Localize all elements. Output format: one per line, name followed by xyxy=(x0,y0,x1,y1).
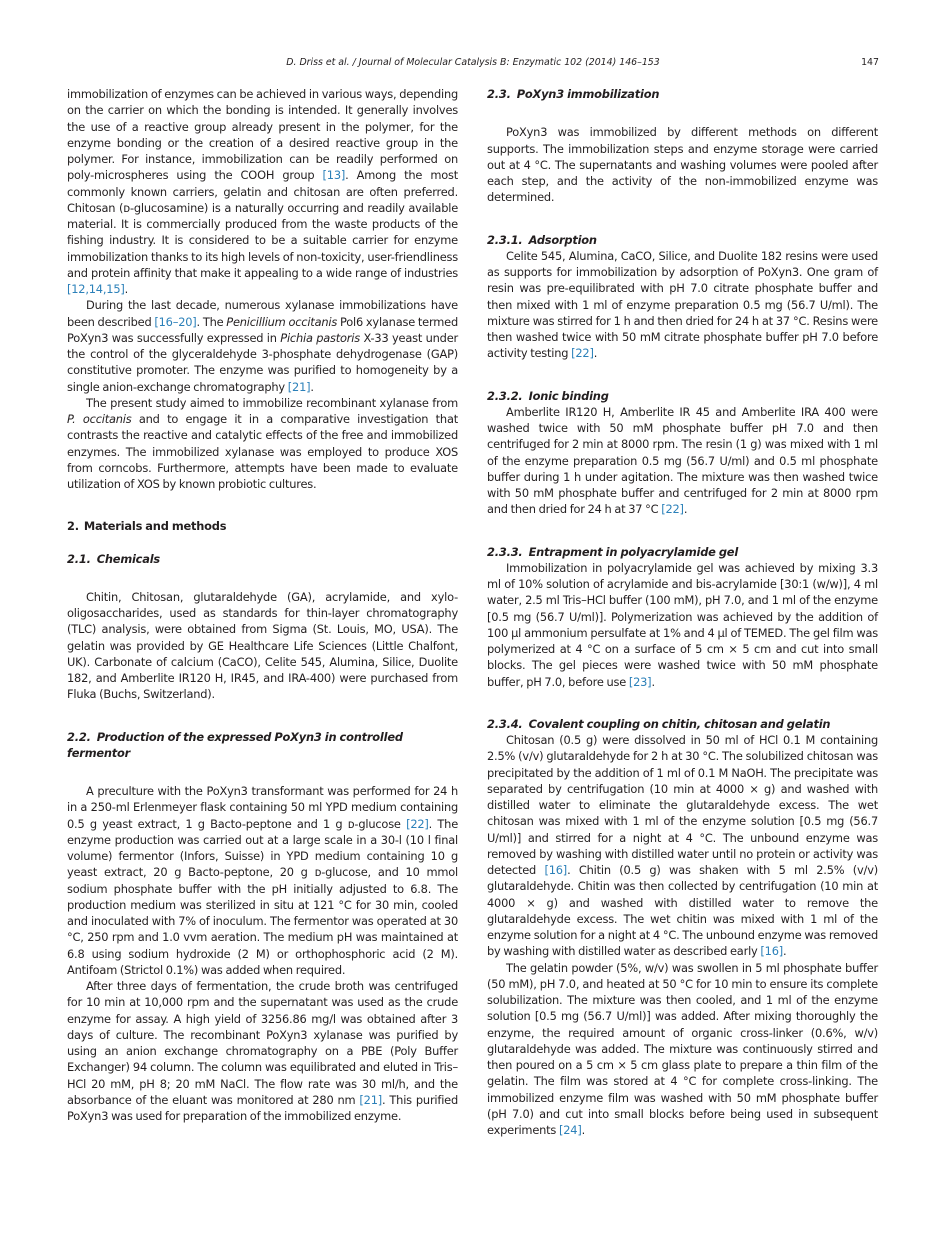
citation-link[interactable]: [22] xyxy=(571,346,594,361)
paragraph-ionic-binding: Amberlite IR120 H, Amberlite IR 45 and Amberlite IRA 400 were washed twice with 50 mM phosphate buffer pH 7.0 and then centrifuged for 2 min at 8000 rpm. The resin (1 g) was mixed with 1 ml of the enzyme preparation 0.5 mg (56.7 U/ml) and 0.5 ml phosphate buffer during 1 h under agitation. The mixture was then washed twice with 50 mM phosphate buffer and centrifuged for 2 min at 8000 rpm and then dried for 24 h at 37 °C [22]. xyxy=(487,404,878,517)
citation-link[interactable]: [21] xyxy=(287,379,311,394)
paragraph-immobilization-intro: immobilization of enzymes can be achieved in various ways, depending on the carrier on which the bonding is intended. It generally involves the use of a reactive group already present in the polymer, for the enzyme bonding or the creation of a desired reactive group in the polymer. For instance, immobilization can be readily performed on poly-microspheres using the COOH group [13]. Among the most commonly known carriers, gelatin and chitosan are often preferred. Chitosan (ᴅ-glucosamine) is a naturally occurring and readily available material. It is commercially produced from the waste products of the fishing industry. It is considered to be a suitable carrier for enzyme immobilization thanks to its high levels of non-toxicity, user-friendliness and protein affinity that make it appealing to a wide range of industries [12,14,15]. xyxy=(67,87,458,296)
paragraph-gelatin: The gelatin powder (5%, w/v) was swollen in 5 ml phosphate buffer (50 mM), pH 7.0, and heated at 50 °C for 10 min to ensure its complete solubilization. The mixture was then cooled, and 1 ml of the enzyme solution [0.5 mg (56.7 U/ml)] was added. After mixing thoroughly the enzyme, the required amount of organic cross-linker (0.6%, w/v) glutaraldehyde was added. The mixture was continuously stirred and then poured on a 5 cm × 5 cm glass plate to prepare a thin film of the gelatin. The film was stored at 4 °C for complete cross-linking. The immobilized enzyme film was washed with 50 mM phosphate buffer (pH 7.0) and cut into small blocks before being used in subsequent experiments [24]. xyxy=(487,960,878,1137)
paragraph-study-aim: The present study aimed to immobilize recombinant xylanase from P. occitanis and to engage it in a comparative investigation that contrasts the reactive and catalytic effects of the free and immobilized enzymes. The immobilized xylanase was employed to produce XOS from corncobs. Furthermore, attempts have been made to evaluate utilization of XOS by known probiotic cultures. xyxy=(67,395,458,491)
paragraph-adsorption: Celite 545, Alumina, CaCO, Silice, and Duolite 182 resins were used as supports for immobilization by adsorption of PoXyn3. One gram of resin was pre-equilibrated with pH 7.0 citrate phosphate buffer and then mixed with 1 ml of enzyme preparation 0.5 mg (56.7 U/ml). The mixture was stirred for 1 h and then dried for 24 h at 37 °C. Resins were then washed twice with 50 mM citrate phosphate buffer pH 7.0 before activity testing [22]. xyxy=(487,248,878,361)
citation-link[interactable]: [24] xyxy=(558,1123,582,1137)
subsection-heading-chemicals: 2.1. Chemicals xyxy=(67,551,161,566)
paragraph-immobilization-overview: PoXyn3 was immobilized by different methods on different supports. The immobilization steps and enzyme storage were carried out at 4 °C. The supernatants and washing volumes were pooled after each step, and the activity of the non-immobilized enzyme was determined. xyxy=(487,125,878,205)
page-number: 147 xyxy=(861,57,879,68)
paragraph-entrapment: Immobilization in polyacrylamide gel was achieved by mixing 3.3 ml of 10% solution of acrylamide and bis-acrylamide [30:1 (w/w)], 4 ml water, 2.5 ml Tris–HCl buffer (100 mM), pH 7.0, and 1 ml of the enzyme [0.5 mg (56.7 U/ml)]. Polymerization was achieved by the addition of 100 μl ammonium persulfate at 1% and 4 μl of TEMED. The gel film was polymerized at 4 °C on a surface of 5 cm × 5 cm and cut into small blocks. The gel pieces were washed twice with 50 mM phosphate buffer, pH 7.0, before use [23]. xyxy=(487,560,878,689)
left-column xyxy=(67,86,458,1124)
subsection-heading-ionic-binding: 2.3.2. Ionic binding xyxy=(487,388,609,403)
citation-link[interactable]: [23] xyxy=(628,674,652,689)
paragraph-preculture: A preculture with the PoXyn3 transformant was performed for 24 h in a 250-ml Erlenmeyer flask containing 50 ml YPD medium containing 0.5 g yeast extract, 1 g Bacto-peptone and 1 g ᴅ-glucose [22]. The enzyme production was carried out at a large scale in a 30-l (10 l final volume) fermentor (Infors, Suisse) in YPD medium containing 10 g yeast extract, 20 g Bacto-peptone, 20 g ᴅ-glucose, and 10 mmol sodium phosphate buffer with the pH initially adjusted to 6.8. The production medium was sterilized in situ at 121 °C for 30 min, cooled and inoculated with 7% of inoculum. The fermentor was operated at 30 °C, 250 rpm and 1.0 vvm aeration. The medium pH was maintained at 6.8 using sodium hydroxide (2 M) or orthophosphoric acid (2 M). Antifoam (Strictol 0.1%) was added when required. xyxy=(67,784,459,977)
right-column xyxy=(487,86,878,1138)
paragraph-xylanase-history: During the last decade, numerous xylanase immobilizations have been described [16–20]. The Penicillium occitanis Pol6 xylanase termed PoXyn3 was successfully expressed in Pichia pastoris X-33 yeast under the control of the glyceraldehyde 3-phosphate dehydrogenase (GAP) constitutive promoter. The enzyme was purified to homogeneity by a single anion-exchange chromatography [21]. xyxy=(67,298,458,394)
citation-link[interactable]: [22] xyxy=(661,502,684,517)
subsection-heading-adsorption: 2.3.1. Adsorption xyxy=(487,232,597,247)
subsection-heading-covalent-coupling: 2.3.4. Covalent coupling on chitin, chitosan and gelatin xyxy=(487,716,831,731)
paragraph-chitosan-chitin: Chitosan (0.5 g) were dissolved in 50 ml of HCl 0.1 M containing 2.5% (v/v) glutaraldehyde for 2 h at 30 °C. The solubilized chitosan was precipitated by the addition of 1 ml of 0.1 M NaOH. The precipitate was separated by centrifugation (10 min at 4000 × g) and washed with distilled water to eliminate the glutaraldehyde excess. The wet chitosan was mixed with 1 ml of the enzyme solution [0.5 mg (56.7 U/ml)] and stirred for a night at 4 °C. The unbound enzyme was removed by washing with distilled water until no protein or activity was detected [16]. Chitin (0.5 g) was shaken with 5 ml 2.5% (v/v) glutaraldehyde. Chitin was then collected by centrifugation (10 min at 4000 × g) and washed with distilled water to remove the glutaraldehyde excess. The wet chitin was mixed with 1 ml of the enzyme solution for a night at 4 °C. The unbound enzyme was removed by washing with distilled water as described early [16]. xyxy=(487,733,878,959)
citation-link[interactable]: [13] xyxy=(322,168,346,183)
citation-link[interactable]: [22] xyxy=(406,816,429,831)
subsection-heading-immobilization: 2.3. PoXyn3 immobilization xyxy=(487,87,660,101)
citation-link[interactable]: [16] xyxy=(760,944,783,959)
paragraph-chemicals: Chitin, Chitosan, glutaraldehyde (GA), acrylamide, and xylo-oligosaccharides, used as standards for thin-layer chromatography (TLC) analysis, were obtained from Sigma (St. Louis, MO, USA). The gelatin was provided by GE Healthcare Life Sciences (Little Chalfont, UK). Carbonate of calcium (CaCO), Celite 545, Alumina, Silice, Duolite 182, and Amberlite IR120 H, IR45, and IRA-400) were purchased from Fluka (Buchs, Switzerland). xyxy=(67,589,458,702)
citation-link[interactable]: [21] xyxy=(359,1092,383,1107)
paragraph-purification: After three days of fermentation, the crude broth was centrifuged for 10 min at 10,000 rpm and the supernatant was used as the crude enzyme for assay. A high yield of 3256.86 mg/l was obtained after 3 days of culture. The recombinant PoXyn3 xylanase was purified by using an anion exchange chromatography on a PBE (Poly Buffer Exchanger) 94 column. The column was equilibrated and eluted in Tris–HCl 20 mM, pH 8; 20 mM NaCl. The flow rate was 30 ml/h, and the absorbance of the eluant was monitored at 280 nm [21]. This purified PoXyn3 was used for preparation of the immobilized enzyme. xyxy=(67,979,458,1123)
running-header xyxy=(67,56,879,70)
section-heading-materials-methods: 2. Materials and methods xyxy=(67,519,227,534)
citation-link[interactable]: [12,14,15] xyxy=(67,282,125,296)
subsection-heading-production: 2.2. Production of the expressed PoXyn3 in controlled fermentor xyxy=(67,729,403,760)
subsection-heading-entrapment: 2.3.3. Entrapment in polyacrylamide gel xyxy=(487,544,739,559)
citation-link[interactable]: [16–20] xyxy=(154,314,197,329)
running-title: D. Driss et al. / Journal of Molecular Catalysis B: Enzymatic 102 (2014) 146–153 xyxy=(286,57,660,68)
citation-link[interactable]: [16] xyxy=(544,863,568,877)
